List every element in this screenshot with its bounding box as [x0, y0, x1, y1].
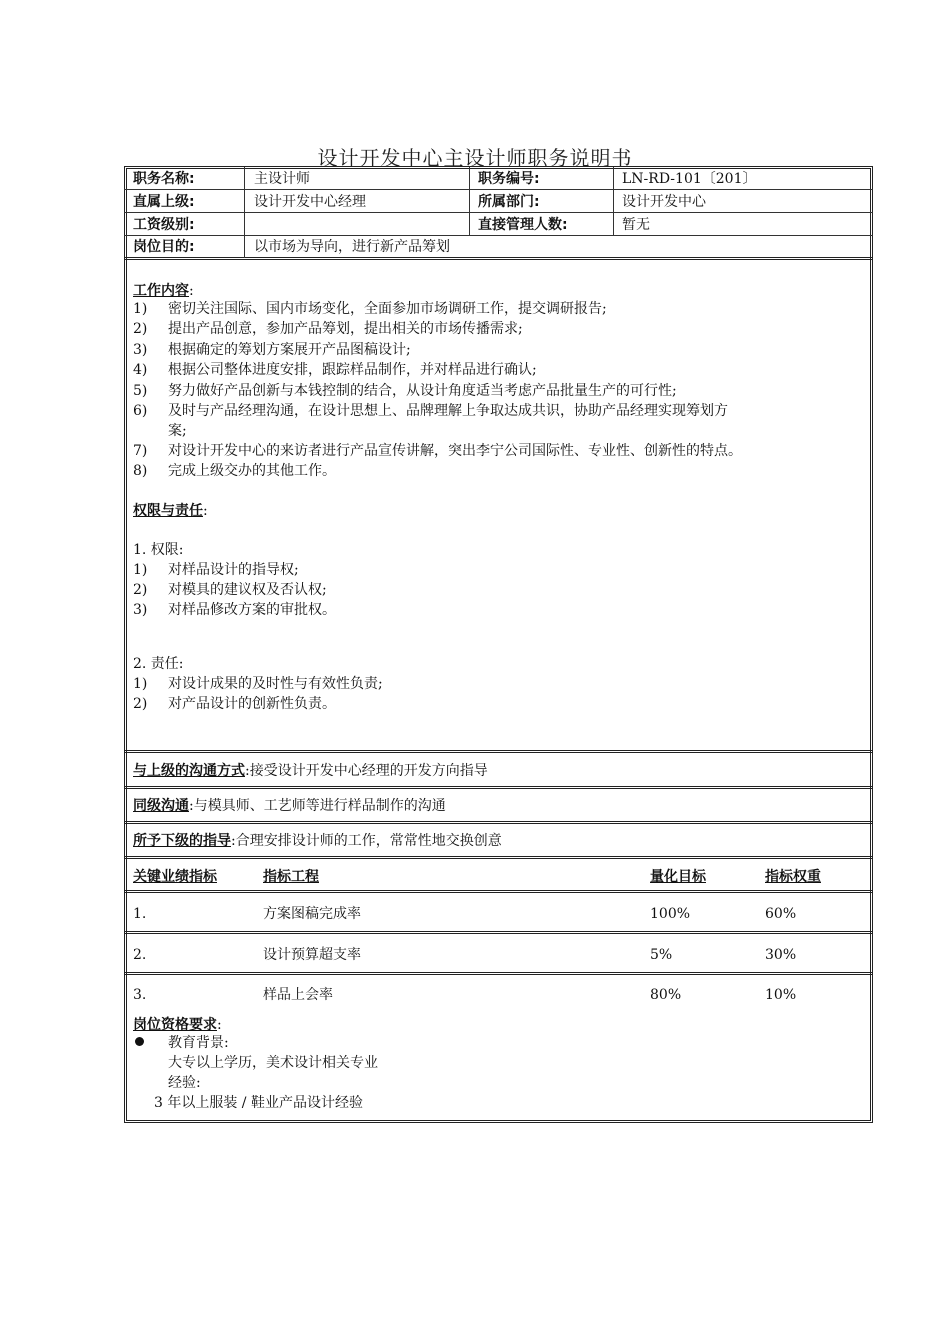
work-item-text: 根据公司整体进度安排，跟踪样品制作，并对样品进行确认;	[168, 362, 537, 378]
kpi-cell-index: 2.	[133, 947, 147, 963]
qualification-heading-text: 岗位资格要求	[133, 1017, 217, 1033]
subordinate-guidance	[133, 831, 502, 851]
work-item-text: 对设计开发中心的来访者进行产品宣传讲解，突出李宁公司国际性、专业性、创新性的特点。	[168, 443, 742, 459]
kpi-cell-item: 样品上会率	[263, 987, 333, 1003]
kpi-header-indicator: 关键业绩指标	[133, 869, 217, 885]
kpi-cell-item: 设计预算超支率	[263, 947, 361, 963]
work-item-text: 完成上级交办的其他工作。	[168, 463, 336, 479]
work-item-text: 根据确定的筹划方案展开产品图稿设计;	[168, 342, 411, 358]
work-item-number: 2)	[133, 321, 148, 337]
work-item-number: 3)	[133, 342, 148, 358]
row-divider	[124, 786, 873, 789]
work-content-heading-text: 工作内容	[133, 283, 189, 299]
authority-title: 1. 权限:	[133, 542, 184, 558]
authority-item-text: 对样品设计的指导权;	[168, 562, 299, 578]
department-label: 所属部门:	[478, 194, 540, 210]
kpi-header-item: 指标工程	[263, 869, 319, 885]
purpose-value: 以市场为导向，进行新产品筹划	[254, 239, 450, 255]
work-item-continuation: 案;	[168, 423, 187, 439]
kpi-cell-index: 3.	[133, 987, 147, 1003]
peer-communication-label: 同级沟通	[133, 798, 189, 814]
department-value: 设计开发中心	[622, 194, 706, 210]
kpi-cell-target: 5%	[650, 947, 673, 963]
qualification-heading-colon: :	[217, 1017, 222, 1033]
work-item-number: 7)	[133, 443, 148, 459]
kpi-header-weight: 指标权重	[765, 869, 821, 885]
kpi-cell-target: 80%	[650, 987, 682, 1003]
work-item-number: 8)	[133, 463, 148, 479]
purpose-label: 岗位目的:	[133, 239, 195, 255]
job-code-label: 职务编号:	[478, 171, 540, 187]
column-divider	[244, 167, 245, 258]
kpi-cell-index: 1.	[133, 906, 147, 922]
duty-item-number: 1)	[133, 676, 148, 692]
column-divider	[469, 167, 470, 235]
peer-communication	[133, 796, 446, 816]
kpi-header-target: 量化目标	[650, 869, 706, 885]
kpi-cell-item: 方案图稿完成率	[263, 906, 361, 922]
duty-item-number: 2)	[133, 696, 148, 712]
kpi-cell-weight: 30%	[765, 947, 797, 963]
row-divider	[124, 972, 873, 975]
work-item-number: 4)	[133, 362, 148, 378]
work-item-number: 1)	[133, 301, 148, 317]
duty-item-text: 对设计成果的及时性与有效性负责;	[168, 676, 383, 692]
superior-communication-label: 与上级的沟通方式	[133, 763, 245, 779]
authority-item-number: 1)	[133, 562, 148, 578]
row-divider	[124, 235, 873, 236]
bullet-icon	[135, 1037, 144, 1046]
subordinate-guidance-label: 所予下级的指导	[133, 833, 231, 849]
row-divider	[124, 821, 873, 824]
managed-count-value: 暂无	[622, 217, 650, 233]
row-divider	[124, 750, 873, 753]
job-code-value: LN-RD-101〔201〕	[622, 171, 757, 187]
rights-heading	[133, 501, 208, 521]
rights-heading-text: 权限与责任	[133, 503, 203, 519]
work-item-text: 及时与产品经理沟通，在设计思想上、品牌理解上争取达成共识，协助产品经理实现筹划方	[168, 403, 728, 419]
superior-label: 直属上级:	[133, 194, 195, 210]
duty-title: 2. 责任:	[133, 656, 184, 672]
document-title: 设计开发中心主设计师职务说明书	[317, 146, 633, 170]
authority-item-number: 2)	[133, 582, 148, 598]
work-item-number: 6)	[133, 403, 148, 419]
authority-item-number: 3)	[133, 602, 148, 618]
work-item-number: 5)	[133, 383, 148, 399]
kpi-cell-weight: 60%	[765, 906, 797, 922]
job-name-label: 职务名称:	[133, 171, 195, 187]
education-value: 大专以上学历，美术设计相关专业	[168, 1055, 378, 1071]
work-item-text: 努力做好产品创新与本钱控制的结合，从设计角度适当考虑产品批量生产的可行性;	[168, 383, 677, 399]
qualification-heading	[133, 1015, 222, 1035]
education-label: 教育背景:	[168, 1035, 229, 1051]
work-content-heading	[133, 281, 194, 301]
row-divider	[124, 931, 873, 934]
work-content-colon: :	[189, 283, 194, 299]
kpi-cell-target: 100%	[650, 906, 691, 922]
work-item-text: 提出产品创意，参加产品筹划，提出相关的市场传播需求;	[168, 321, 523, 337]
duty-item-text: 对产品设计的创新性负责。	[168, 696, 336, 712]
row-divider	[124, 890, 873, 893]
rights-heading-colon: :	[203, 503, 208, 519]
authority-item-text: 对样品修改方案的审批权。	[168, 602, 336, 618]
row-divider	[124, 257, 873, 260]
column-divider	[613, 167, 614, 235]
superior-communication-value: :接受设计开发中心经理的开发方向指导	[245, 763, 488, 779]
experience-label: 经验:	[168, 1075, 201, 1091]
work-item-text: 密切关注国际、国内市场变化，全面参加市场调研工作，提交调研报告;	[168, 301, 607, 317]
superior-communication	[133, 761, 488, 781]
row-divider	[124, 212, 873, 213]
peer-communication-value: :与模具师、工艺师等进行样品制作的沟通	[189, 798, 446, 814]
row-divider	[124, 189, 873, 190]
salary-grade-label: 工资级别:	[133, 217, 195, 233]
row-divider	[124, 856, 873, 859]
kpi-cell-weight: 10%	[765, 987, 797, 1003]
managed-count-label: 直接管理人数:	[478, 217, 568, 233]
experience-value: 3 年以上服装 / 鞋业产品设计经验	[154, 1095, 363, 1111]
superior-value: 设计开发中心经理	[254, 194, 366, 210]
job-name-value: 主设计师	[254, 171, 310, 187]
subordinate-guidance-value: :合理安排设计师的工作，常常性地交换创意	[231, 833, 502, 849]
authority-item-text: 对模具的建议权及否认权;	[168, 582, 327, 598]
